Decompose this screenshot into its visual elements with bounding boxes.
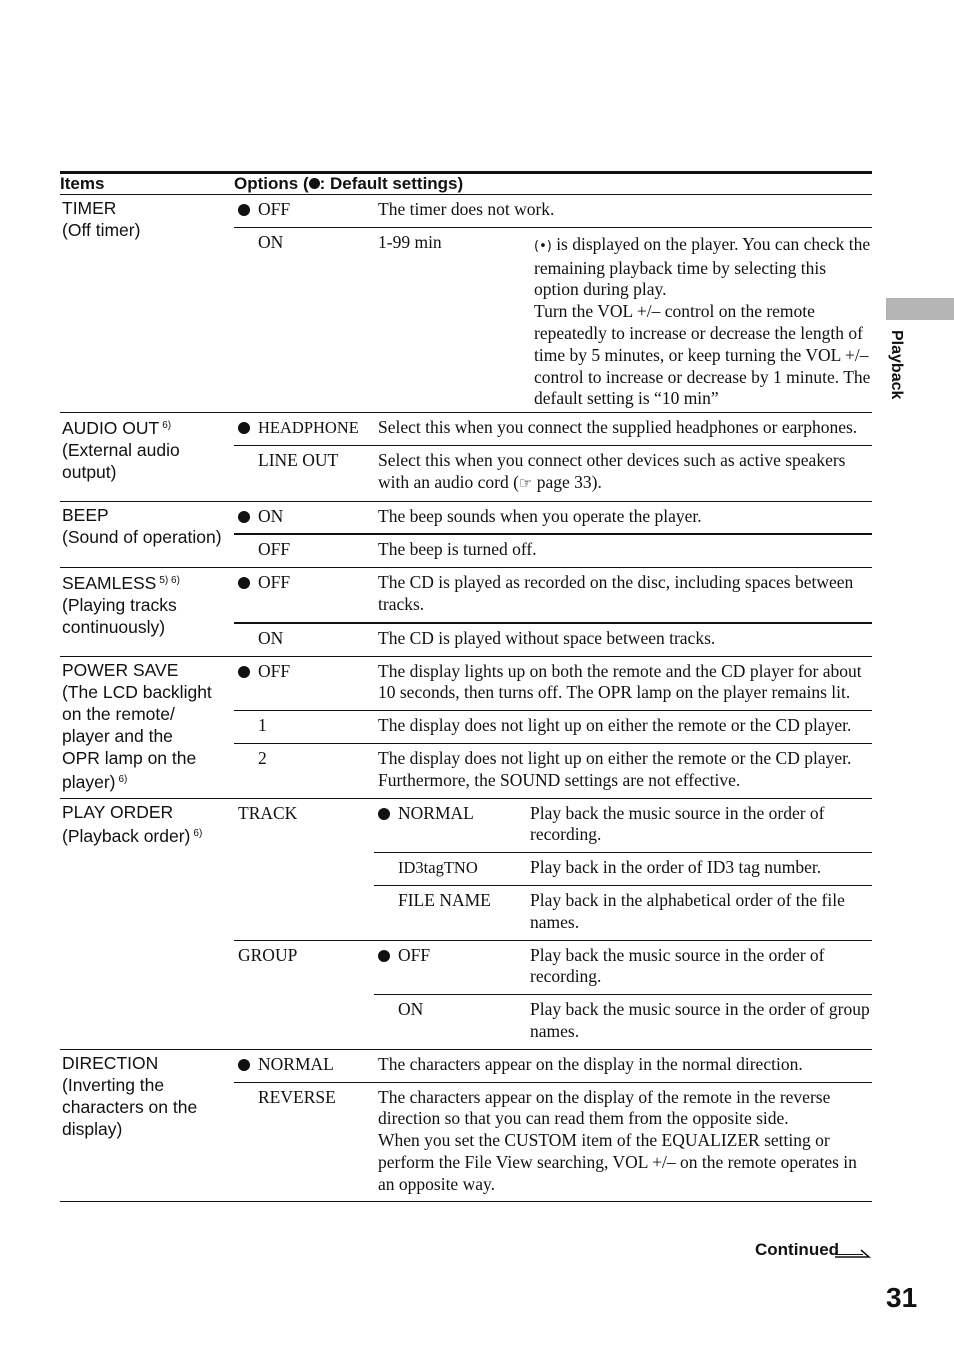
items-header: Items (60, 173, 234, 195)
table-row (60, 568, 872, 656)
table-row (60, 656, 872, 798)
item-audio-out: AUDIO OUT $^{6)}$ (External audio output) (60, 413, 234, 501)
option-desc: The timer does not work. (378, 195, 872, 228)
default-bullet-icon (238, 511, 250, 523)
option-off: OFF (234, 195, 378, 228)
default-bullet-icon (238, 666, 250, 678)
option-headphone: HEADPHONE (234, 413, 378, 446)
option-off: OFF (258, 539, 291, 560)
option-desc: The beep sounds when you operate the player. (378, 502, 872, 536)
default-bullet-icon (238, 204, 250, 216)
option-on: ON (258, 627, 284, 648)
option-on: ON (398, 999, 424, 1020)
option-desc: The beep is turned off. (378, 539, 537, 560)
options-header: Options ( : Default settings) (234, 173, 872, 195)
item-play-order: PLAY ORDER (Playback order) $^{6)}$ (60, 798, 234, 1049)
default-bullet-icon (378, 808, 390, 820)
option-1: 1 (234, 711, 378, 744)
option-desc: The display lights up on both the remote and the CD player for about 10 seconds, then turns off. The OPR lamp on the player remains lit. (378, 657, 872, 712)
option-desc: Play back the music source in the order of recording. (530, 941, 872, 996)
default-bullet-icon (378, 950, 390, 962)
continued-arrow-icon (835, 1247, 871, 1259)
option-desc: Select this when you connect other devices such as active speakers with an audio cord (☞ page 33). (378, 449, 846, 492)
option-off: OFF (234, 657, 378, 712)
continued-label: Continued (755, 1240, 840, 1259)
option-off: OFF (374, 941, 530, 996)
option-id3tagtno: ID3tagTNO (374, 853, 530, 886)
option-desc: Play back the music source in the order of recording. (530, 799, 872, 854)
option-desc: The display does not light up on either the remote or the CD player. (378, 711, 872, 744)
timer-range: 1-99 min (378, 231, 442, 252)
pointing-hand-icon: ☞ (518, 473, 533, 492)
table-row (60, 501, 872, 568)
table-row (60, 798, 872, 1049)
option-reverse: REVERSE (258, 1086, 336, 1107)
option-normal: NORMAL (374, 799, 530, 854)
item-power-save: POWER SAVE (The LCD backlight on the remote/ player and the OPR lamp on the player) $^{6)}$ (60, 656, 234, 798)
item-timer: TIMER (Off timer) (60, 195, 234, 413)
item-direction: DIRECTION (Inverting the characters on the display) (60, 1049, 234, 1202)
option-desc: Play back in the alphabetical order of the file names. (530, 889, 845, 932)
section-label: Playback (888, 330, 905, 400)
option-track: TRACK (234, 799, 374, 941)
option-on: ON (234, 502, 378, 536)
table-row (60, 413, 872, 501)
option-desc: Play back in the order of ID3 tag number. (530, 853, 872, 886)
table-header (60, 173, 872, 195)
option-on: ON (258, 231, 284, 252)
timer-icon: (•) (534, 238, 552, 254)
option-normal: NORMAL (234, 1050, 378, 1083)
table-row (60, 195, 872, 413)
option-desc: The CD is played without space between tracks. (378, 627, 716, 648)
option-group: GROUP (238, 944, 298, 965)
option-2: 2 (258, 747, 267, 768)
timer-on-desc: (•) is displayed on the player. You can check the remaining playback time by selecting this option during play. Turn the VOL +/– control on the remote repeatedly to increase or decrease the length of time by 5 minutes, or keep turning the VOL +/– control to increase or decrease by 1 minute. The default setting is “10 min” (534, 233, 871, 409)
option-desc: The CD is played as recorded on the disc, including spaces between tracks. (378, 568, 872, 624)
option-off: OFF (234, 568, 378, 624)
option-desc: The display does not light up on either the remote or the CD player. Furthermore, the SOUND settings are not effective. (378, 747, 852, 790)
default-bullet-icon (238, 422, 250, 434)
option-desc: The characters appear on the display in the normal direction. (378, 1050, 872, 1083)
option-desc: Select this when you connect the supplied headphones or earphones. (378, 413, 872, 446)
default-bullet-icon (238, 577, 250, 589)
settings-table (60, 171, 872, 1202)
default-bullet-icon (238, 1059, 250, 1071)
default-bullet-icon (309, 178, 320, 189)
item-seamless: SEAMLESS $^{5) 6)}$ (Playing tracks continuously) (60, 568, 234, 656)
option-desc: The characters appear on the display of the remote in the reverse direction so that you can read them from the opposite side. When you set the CUSTOM item of the EQUALIZER setting or perform the File View searching, VOL +/– on the remote operates in an opposite way. (378, 1086, 857, 1194)
item-beep: BEEP (Sound of operation) (60, 501, 234, 568)
side-tab-marker (886, 298, 954, 320)
table-row (60, 1049, 872, 1202)
option-line-out: LINE OUT (258, 449, 339, 470)
option-desc: Play back the music source in the order of group names. (530, 999, 870, 1041)
option-file-name: FILE NAME (398, 889, 491, 910)
page-number: 31 (886, 1282, 918, 1313)
